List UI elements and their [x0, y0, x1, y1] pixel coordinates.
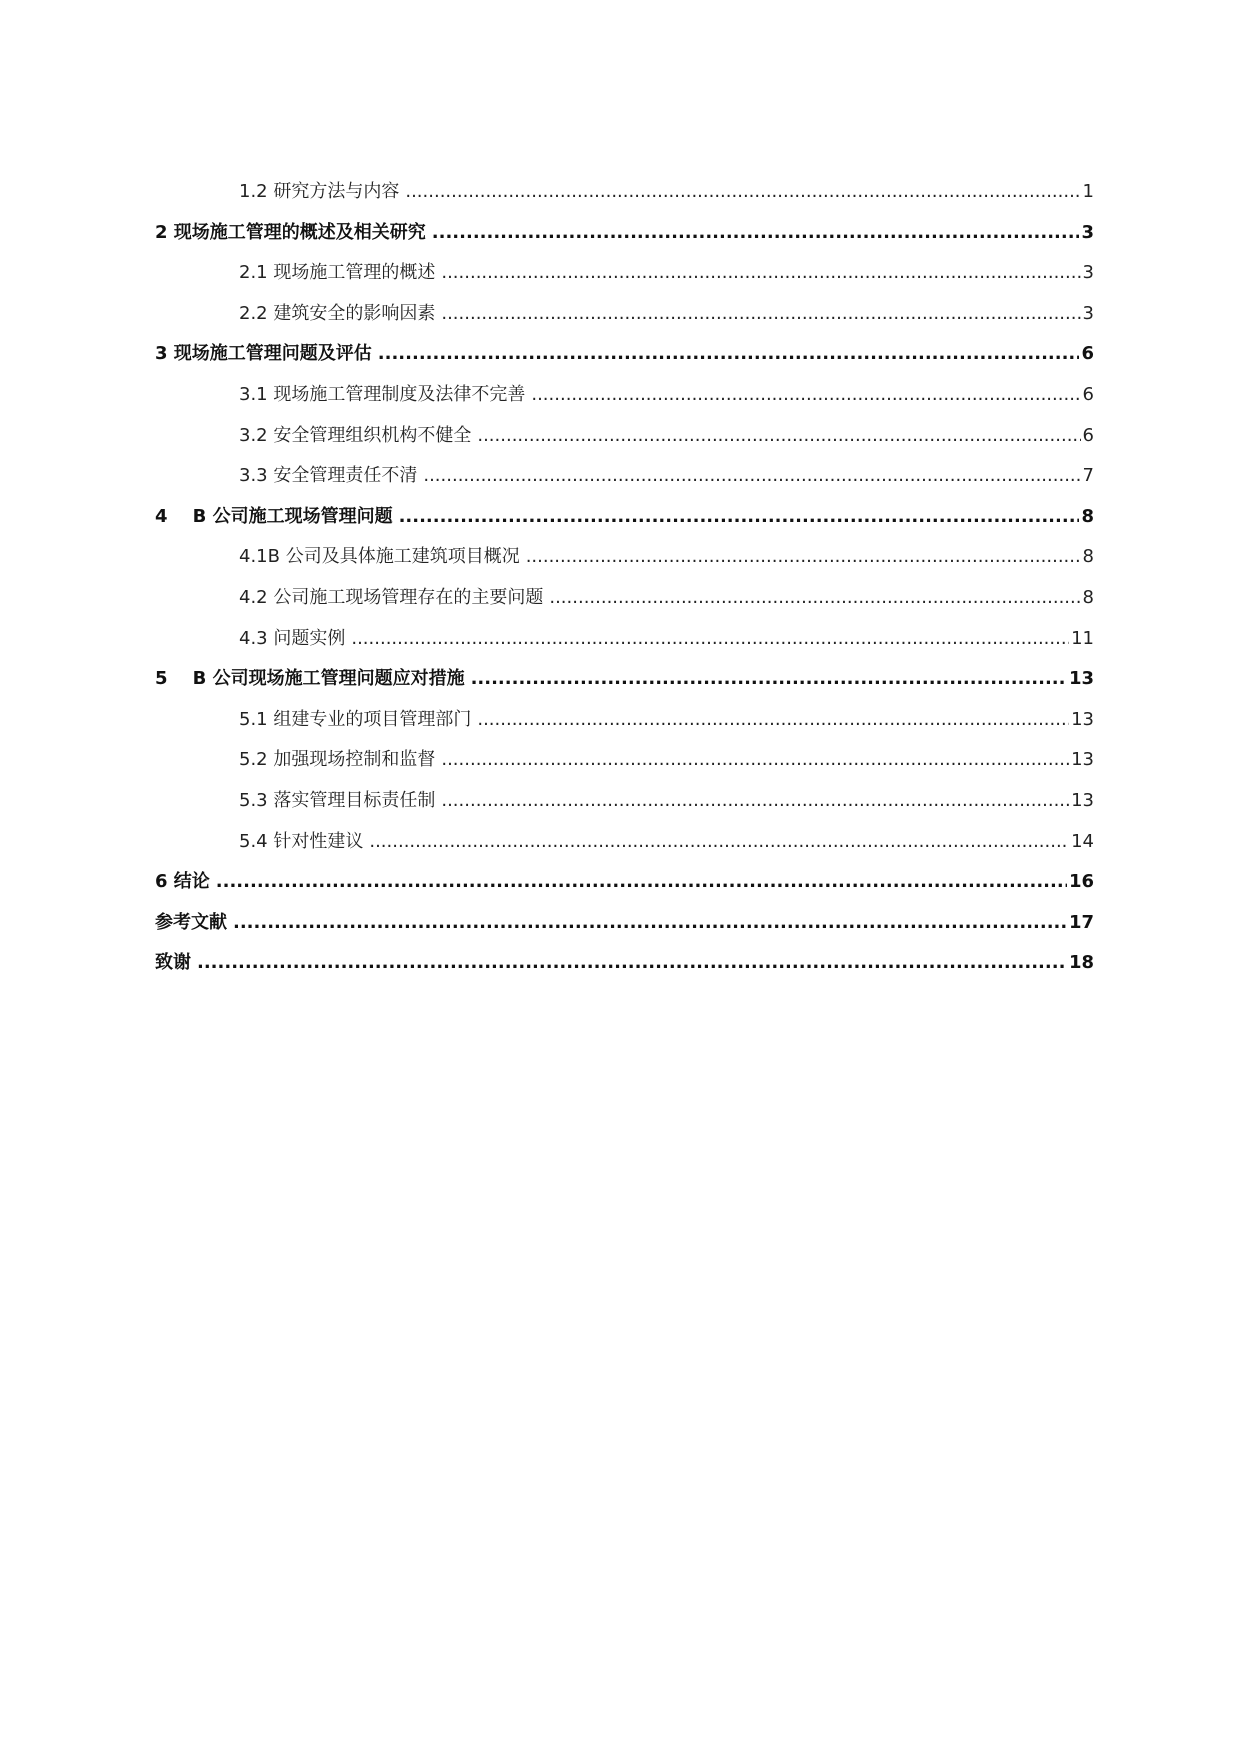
- toc-page-number: 13: [1071, 708, 1094, 730]
- toc-dot-leader: [441, 253, 1080, 294]
- toc-dot-leader: [399, 497, 1080, 538]
- toc-dot-leader: [423, 456, 1080, 497]
- toc-page-number: 6: [1082, 424, 1094, 446]
- toc-page-number: 6: [1081, 343, 1094, 365]
- toc-entry[interactable]: [155, 619, 1094, 660]
- toc-page-number: 17: [1068, 911, 1094, 933]
- toc-entry[interactable]: [155, 456, 1094, 497]
- table-of-contents: [155, 172, 1094, 984]
- toc-dot-leader: [432, 213, 1080, 254]
- toc-entry[interactable]: [155, 659, 1094, 700]
- toc-entry[interactable]: [155, 375, 1094, 416]
- toc-page-number: 8: [1081, 505, 1094, 527]
- toc-entry-title: 3.3 安全管理责任不清: [239, 465, 418, 487]
- toc-page-number: 13: [1071, 749, 1094, 771]
- toc-entry-title: 2.1 现场施工管理的概述: [239, 262, 436, 284]
- toc-dot-leader: [197, 943, 1067, 984]
- toc-dot-leader: [233, 903, 1067, 944]
- toc-entry[interactable]: [155, 497, 1094, 538]
- toc-dot-leader: [531, 375, 1080, 416]
- toc-dot-leader: [405, 172, 1080, 213]
- toc-entry-title: 5 B 公司现场施工管理问题应对措施: [155, 668, 465, 690]
- toc-entry-title: 5.3 落实管理目标责任制: [239, 789, 436, 811]
- toc-entry[interactable]: [155, 213, 1094, 254]
- toc-page-number: 13: [1071, 789, 1094, 811]
- toc-dot-leader: [477, 416, 1080, 457]
- toc-entry-title: 5.1 组建专业的项目管理部门: [239, 708, 472, 730]
- toc-entry[interactable]: [155, 943, 1094, 984]
- toc-dot-leader: [526, 537, 1081, 578]
- toc-dot-leader: [477, 700, 1069, 741]
- toc-dot-leader: [369, 822, 1069, 863]
- toc-page-number: 8: [1082, 586, 1094, 608]
- toc-page-number: 18: [1068, 952, 1094, 974]
- toc-entry[interactable]: [155, 294, 1094, 335]
- toc-page-number: 14: [1071, 830, 1094, 852]
- toc-entry[interactable]: [155, 781, 1094, 822]
- toc-dot-leader: [441, 781, 1069, 822]
- toc-entry-title: 5.4 针对性建议: [239, 830, 364, 852]
- toc-entry-title: 5.2 加强现场控制和监督: [239, 749, 436, 771]
- toc-entry[interactable]: [155, 334, 1094, 375]
- toc-entry-title: 3 现场施工管理问题及评估: [155, 343, 372, 365]
- toc-entry-title: 4.3 问题实例: [239, 627, 346, 649]
- toc-entry-title: 3.2 安全管理组织机构不健全: [239, 424, 472, 446]
- toc-entry-title: 2 现场施工管理的概述及相关研究: [155, 221, 426, 243]
- toc-dot-leader: [351, 619, 1069, 660]
- toc-dot-leader: [441, 740, 1069, 781]
- toc-page-number: 3: [1082, 262, 1094, 284]
- toc-entry[interactable]: [155, 700, 1094, 741]
- toc-page-number: 13: [1068, 668, 1094, 690]
- toc-page-number: 7: [1082, 465, 1094, 487]
- toc-entry[interactable]: [155, 862, 1094, 903]
- toc-entry-title: 参考文献: [155, 911, 227, 933]
- toc-entry-title: 1.2 研究方法与内容: [239, 181, 400, 202]
- toc-entry-title: 4.1B 公司及具体施工建筑项目概况: [239, 546, 520, 568]
- toc-page-number: 11: [1071, 627, 1094, 649]
- toc-page-number: 16: [1068, 871, 1094, 893]
- toc-entry[interactable]: [155, 822, 1094, 863]
- toc-entry-title: 4 B 公司施工现场管理问题: [155, 505, 393, 527]
- toc-dot-leader: [441, 294, 1080, 335]
- toc-entry[interactable]: [155, 253, 1094, 294]
- toc-entry[interactable]: [155, 578, 1094, 619]
- toc-dot-leader: [216, 862, 1067, 903]
- toc-page-number: 8: [1082, 546, 1094, 568]
- toc-entry-title: 3.1 现场施工管理制度及法律不完善: [239, 383, 526, 405]
- toc-page-number: 3: [1082, 302, 1094, 324]
- toc-page-number: 6: [1082, 383, 1094, 405]
- toc-entry[interactable]: [155, 740, 1094, 781]
- toc-page-number: 3: [1081, 221, 1094, 243]
- toc-dot-leader: [378, 334, 1080, 375]
- toc-entry[interactable]: [155, 172, 1094, 213]
- toc-entry-title: 6 结论: [155, 871, 210, 893]
- toc-dot-leader: [549, 578, 1080, 619]
- toc-entry-title: 致谢: [155, 952, 191, 974]
- toc-page-number: 1: [1082, 181, 1094, 202]
- toc-dot-leader: [471, 659, 1067, 700]
- toc-entry[interactable]: [155, 903, 1094, 944]
- toc-entry-title: 2.2 建筑安全的影响因素: [239, 302, 436, 324]
- toc-entry[interactable]: [155, 416, 1094, 457]
- toc-entry-title: 4.2 公司施工现场管理存在的主要问题: [239, 586, 544, 608]
- toc-entry[interactable]: [155, 537, 1094, 578]
